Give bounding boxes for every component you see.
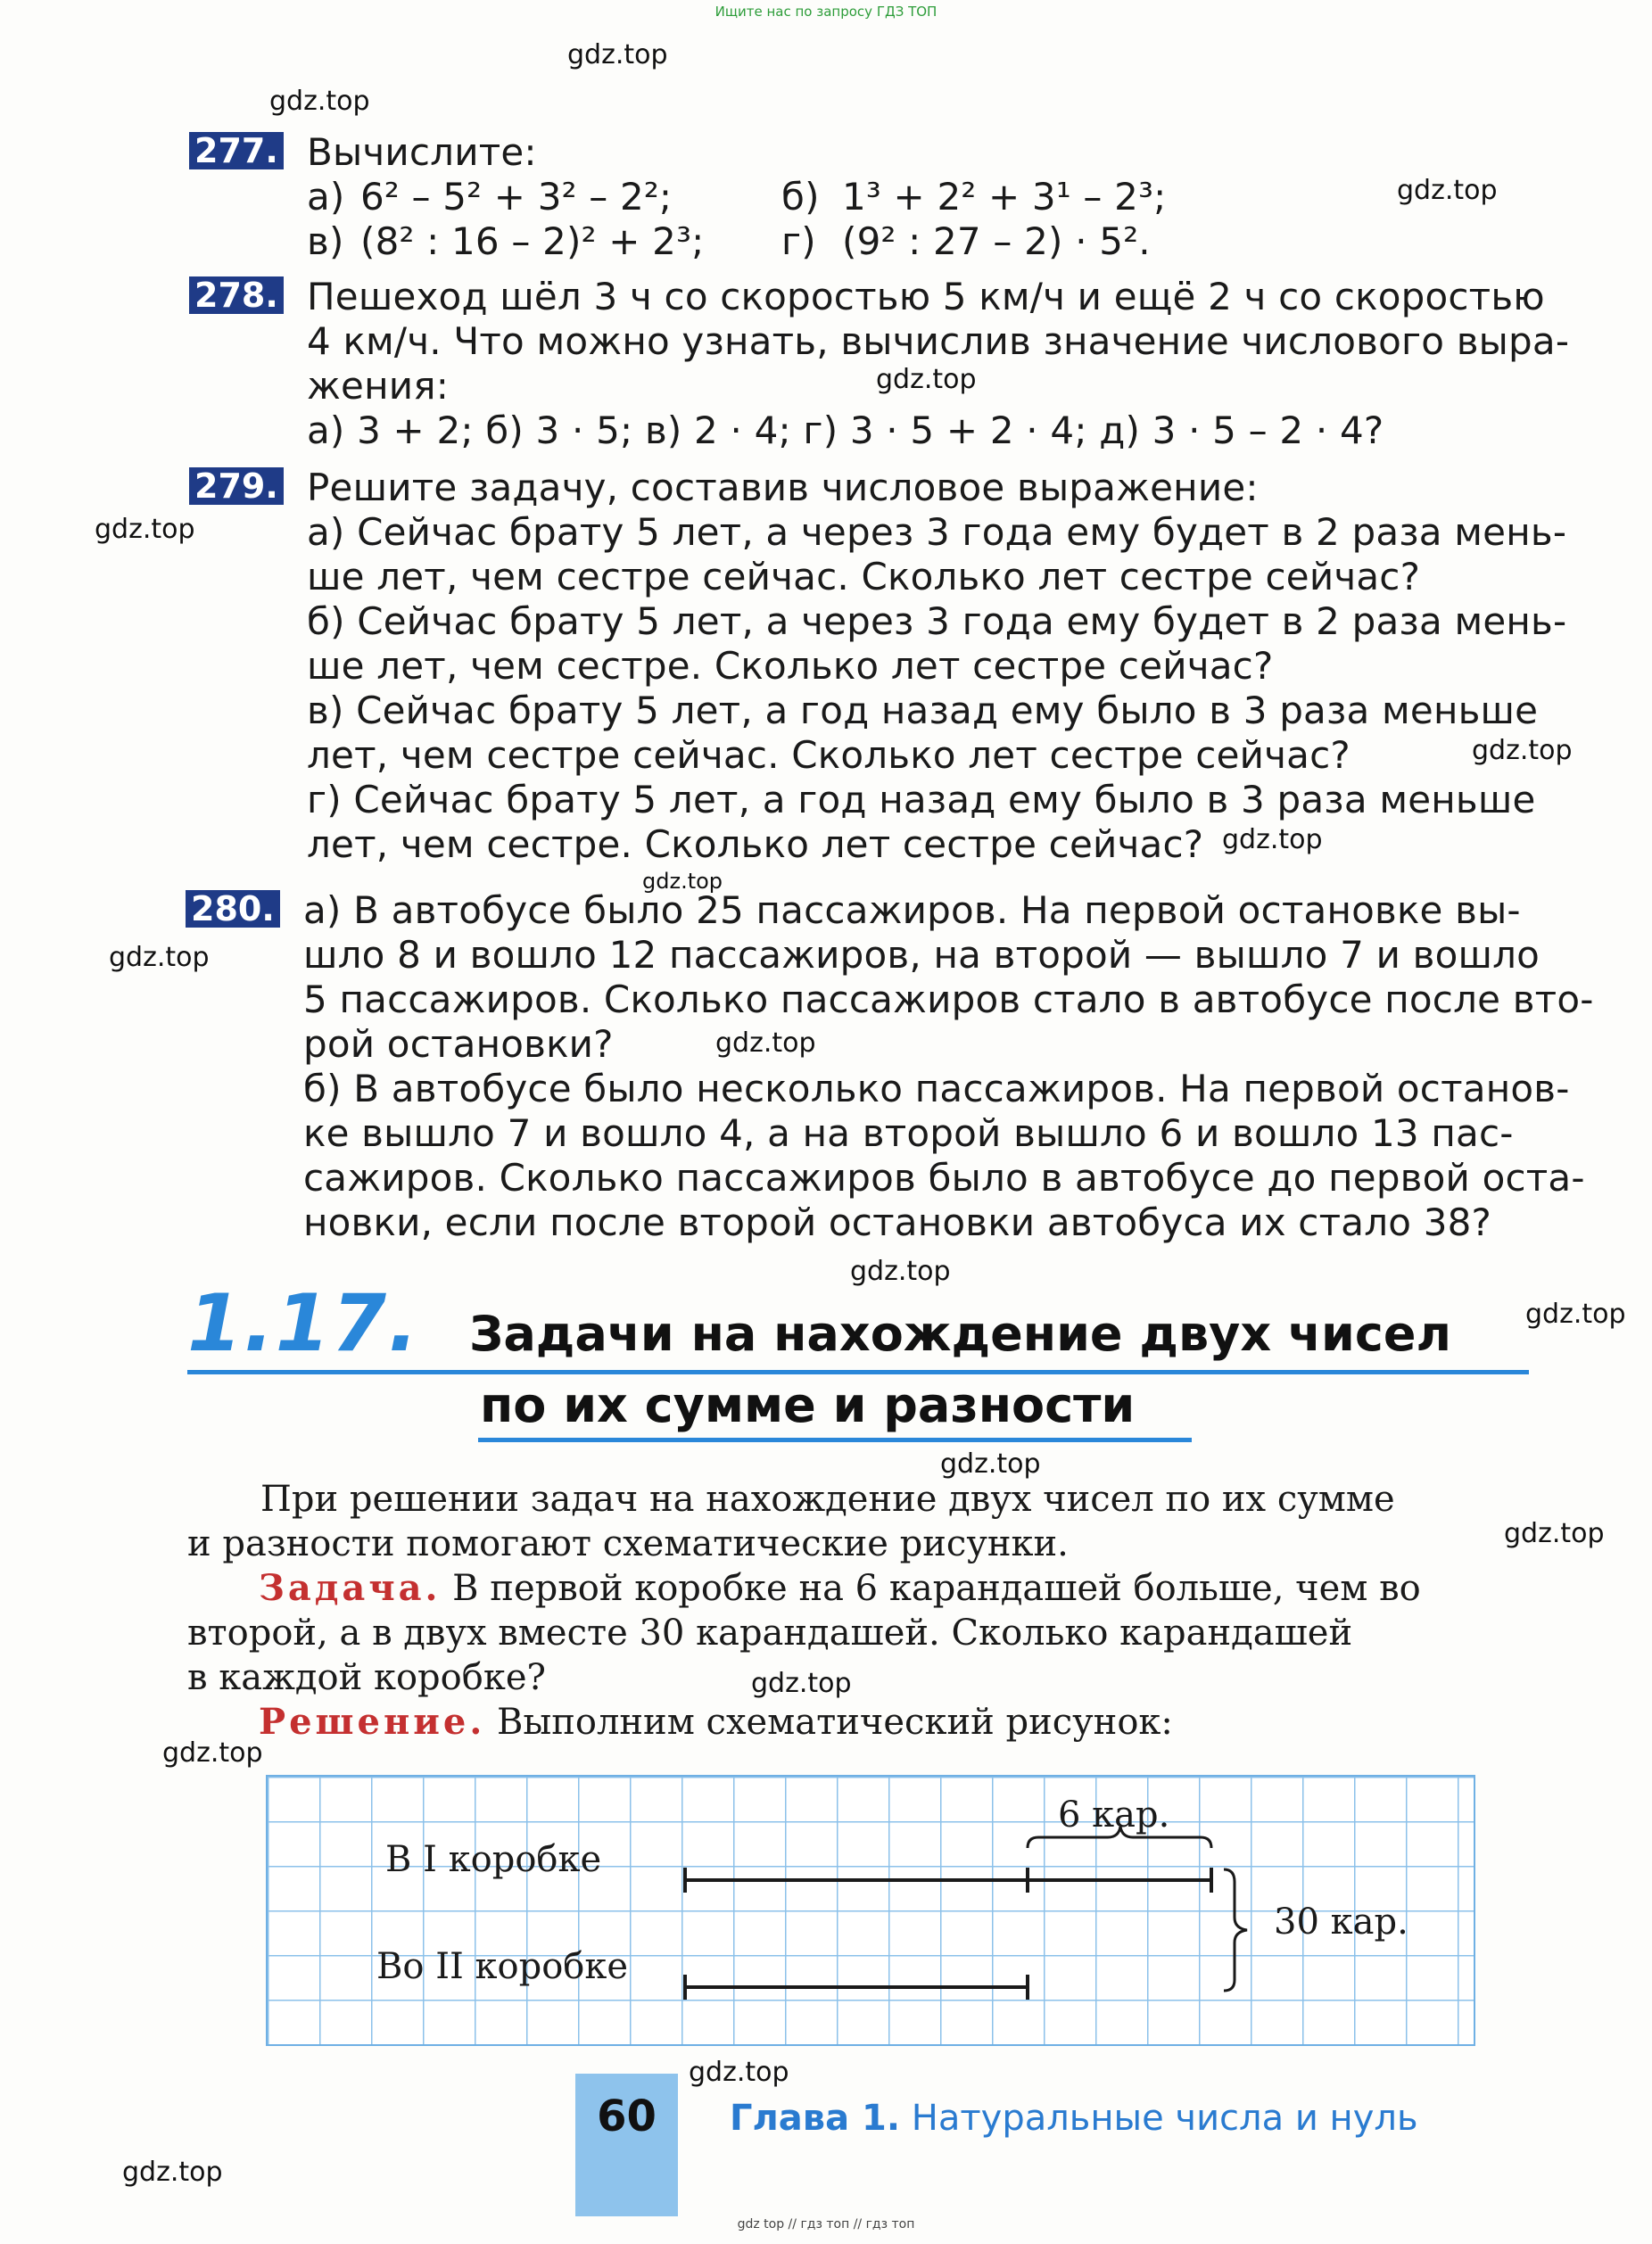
problem-option-label: в) [307,219,344,263]
watermark: gdz.top [1397,175,1498,206]
section-title: по их сумме и разности [480,1377,1136,1433]
watermark: gdz.top [1525,1299,1626,1330]
problem-text: лет, чем сестре. Сколько лет сестре сейчас? [307,822,1204,866]
chapter-label: Глава 1. [730,2098,901,2139]
page-number: 60 [597,2091,657,2141]
box1-label: В I коробке [385,1839,602,1880]
problem-option-label: г) [781,219,816,263]
watermark: gdz.top [642,869,723,894]
problem-text: шло 8 и вошло 12 пассажиров, на второй — вышло 7 и вошло [303,933,1540,977]
problem-option-label: а) [307,175,345,219]
problem-text: б) Сейчас брату 5 лет, а через 3 года ему будет в 2 раза мень- [307,599,1567,643]
problem-expression: 6² – 5² + 3² – 2²; [360,175,673,219]
solution-label: Решение. [259,1701,486,1743]
watermark: gdz.top [751,1668,852,1699]
problem-expression: (9² : 27 – 2) · 5². [842,219,1151,263]
watermark: gdz.top [689,2057,789,2088]
task-text: второй, а в двух вместе 30 карандашей. Сколько карандашей [187,1613,1353,1654]
watermark: gdz.top [715,1027,816,1059]
watermark: gdz.top [940,1448,1041,1480]
problem-expression: (8² : 16 – 2)² + 2³; [360,219,705,263]
top-banner: Ищите нас по запросу ГДЗ ТОП [714,4,938,20]
problem-text: а) В автобусе было 25 пассажиров. На первой остановке вы- [303,888,1521,932]
task-text-rest: В первой коробке на 6 карандашей больше, чем во [441,1568,1421,1609]
problem-number: 277. [189,132,284,169]
problem-text: б) В автобусе было несколько пассажиров. На первой останов- [303,1067,1570,1110]
watermark: gdz.top [122,2157,223,2188]
problem-text: в) Сейчас брату 5 лет, а год назад ему было в 3 раза меньше [307,689,1539,732]
problem-text: 4 км/ч. Что можно узнать, вычислив значение числового выра- [307,319,1570,363]
watermark: gdz.top [269,86,370,117]
problem-text: а) Сейчас брату 5 лет, а через 3 года ему будет в 2 раза мень- [307,510,1567,554]
section-title: Задачи на нахождение двух чисел [469,1306,1452,1362]
sum-label: 30 кар. [1274,1902,1408,1943]
solution-text-rest: Выполним схематический рисунок: [485,1702,1173,1743]
task-label: Задача. [259,1567,442,1609]
problem-number: 278. [189,276,284,314]
problem-text: Вычислите: [307,130,537,174]
problem-number: 279. [189,467,284,505]
watermark: gdz.top [162,1737,263,1769]
problem-text: 5 пассажиров. Сколько пассажиров стало в автобусе после вто- [303,978,1594,1021]
watermark: gdz.top [95,514,195,545]
watermark: gdz.top [567,39,668,70]
problem-expression: 1³ + 2² + 3¹ – 2³; [842,175,1167,219]
watermark: gdz.top [850,1256,951,1287]
box2-label: Во II коробке [376,1946,629,1987]
problem-text: рой остановки? [303,1022,614,1066]
problem-option-label: б) [781,175,820,219]
problem-text: сажиров. Сколько пассажиров было в автобусе до первой оста- [303,1156,1585,1200]
sum-brace [1224,1869,1247,1991]
watermark: gdz.top [109,942,210,973]
problem-text: Пешеход шёл 3 ч со скоростью 5 км/ч и ещё 2 ч со скоростью [307,275,1545,318]
problem-text: г) Сейчас брату 5 лет, а год назад ему было в 3 раза меньше [307,778,1536,821]
section-number: 1.17. [187,1277,420,1369]
problem-text: ке вышло 7 и вошло 4, а на второй вышло 6 и вошло 13 пас- [303,1111,1514,1155]
problem-text: Решите задачу, составив числовое выражение: [307,466,1259,509]
intro-text: и разности помогают схематические рисунки. [187,1523,1069,1564]
problem-text: жения: [307,364,450,408]
difference-label: 6 кар. [1058,1794,1170,1836]
watermark: gdz.top [1472,735,1573,766]
chapter-title: Натуральные числа и нуль [911,2098,1418,2139]
task-text: в каждой коробке? [187,1657,546,1698]
watermark: gdz.top [1504,1518,1605,1549]
problem-number: 280. [186,890,280,928]
watermark: gdz.top [1222,824,1323,855]
problem-text: ше лет, чем сестре сейчас. Сколько лет сестре сейчас? [307,555,1421,598]
intro-text: При решении задач на нахождение двух чисел по их сумме [260,1479,1395,1520]
watermark: gdz.top [876,364,977,395]
problem-text: новки, если после второй остановки автобуса их стало 38? [303,1200,1492,1244]
bottom-banner: gdz top // гдз топ // гдз топ [737,2217,915,2232]
problem-text: а) 3 + 2; б) 3 · 5; в) 2 · 4; г) 3 · 5 + 2 · 4; д) 3 · 5 – 2 · 4? [307,408,1384,452]
problem-text: лет, чем сестре сейчас. Сколько лет сестре сейчас? [307,733,1351,777]
problem-text: ше лет, чем сестре. Сколько лет сестре сейчас? [307,644,1274,688]
chapter-footer [730,2098,1418,2139]
